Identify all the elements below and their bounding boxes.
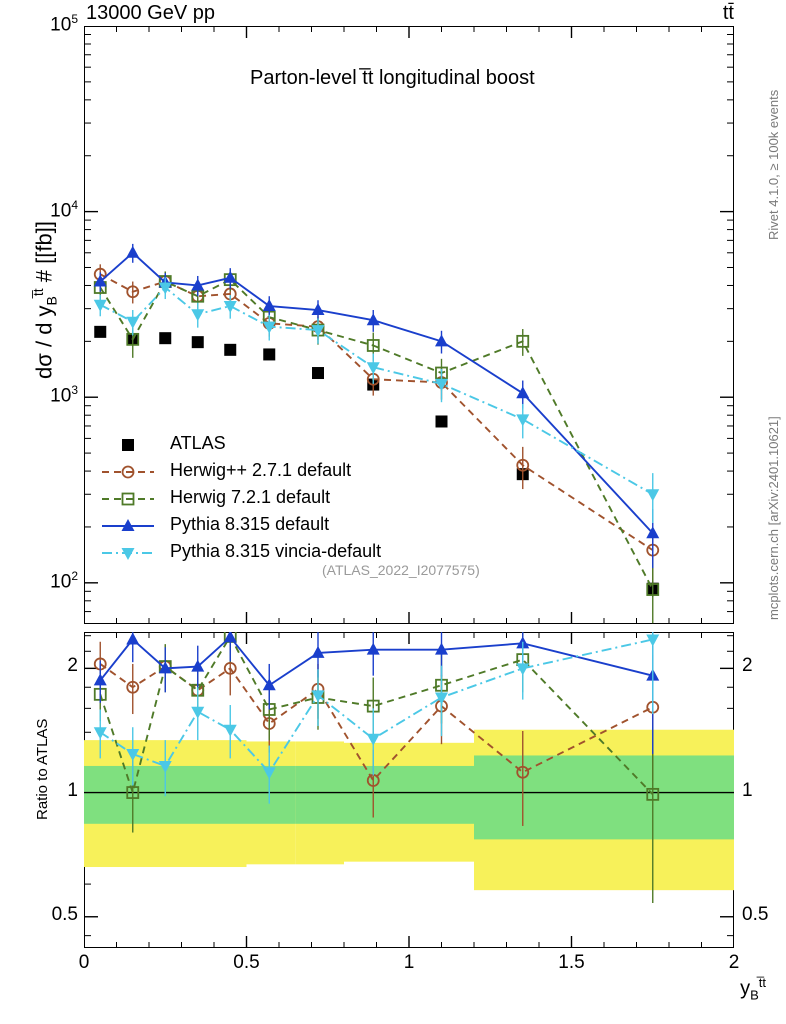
header-left-label: 13000 GeV pp	[86, 2, 215, 24]
series-marker-3	[126, 246, 139, 258]
legend-label: Pythia 8.315 default	[170, 514, 330, 534]
header-right-label: tt̄	[722, 2, 734, 24]
ratio-green-band	[295, 766, 344, 824]
series-marker-0	[224, 344, 236, 356]
y-tick-label: $10^4$	[50, 197, 78, 221]
x-tick-label: 1	[403, 952, 415, 973]
series-marker-0	[159, 332, 171, 344]
series-marker-0	[312, 367, 324, 379]
legend-symbol	[100, 514, 156, 538]
legend-label: Herwig++ 2.7.1 default	[170, 460, 352, 480]
series-marker-4	[94, 300, 107, 312]
ratio-marker-2	[126, 632, 139, 644]
x-tick-label: 1.5	[558, 952, 585, 973]
chart-page: 13000 GeV pp tt̄ dσ / d $y_B^{t̅t}$ # [[fb]] Ratio to ATLAS $y_B^{t̅t}$ Parton-level t̅t longitudinal boost (ATLAS_2022_I2077575) Rivet 4.1.0, ≥ 100k events mcplots.cern.ch [arXiv:2401.10621] ATLAS Herwig++ 2.7.1 default Herwig 7.2.1 default Pythia 8.315 default Pythia 8.315 vincia-default 0 0.5 1 1.5 2 $10^2$ $10^3$ $10^4$ $10^5$ 0.5 0.5 1 1 2 2	[30, 2, 781, 1003]
legend-label: Pythia 8.315 vincia-default	[170, 541, 382, 561]
legend	[100, 432, 430, 567]
side-label-bottom: mcplots.cern.ch [arXiv:2401.10621]	[766, 416, 781, 620]
ratio-y-tick-label-left: 1	[67, 779, 78, 801]
series-marker-0	[94, 326, 106, 338]
ratio-green-band	[214, 766, 247, 824]
ratio-marker-3	[191, 707, 204, 719]
x-tick-label: 0	[78, 952, 90, 973]
legend-item	[100, 540, 430, 567]
ratio-y-tick-label-left: 0.5	[51, 903, 78, 925]
series-marker-4	[516, 414, 529, 426]
ratio-y-tick-label-left: 2	[67, 655, 78, 677]
ratio-green-band	[182, 766, 215, 824]
legend-symbol	[100, 433, 156, 457]
series-marker-4	[191, 309, 204, 321]
y-tick-label: $10^3$	[50, 383, 78, 407]
y-tick-label: $10^2$	[50, 568, 78, 593]
series-marker-4	[159, 283, 172, 295]
series-marker-0	[192, 336, 204, 348]
series-marker-4	[646, 489, 659, 501]
ratio-plot-canvas	[84, 632, 734, 948]
series-marker-3	[224, 271, 237, 283]
legend-symbol	[100, 460, 156, 484]
legend-label: ATLAS	[170, 433, 226, 453]
x-axis-label: $y_B^{t̅t}$	[740, 975, 766, 1003]
y-axis-ratio-label: Ratio to ATLAS	[34, 718, 51, 820]
ratio-marker-2	[367, 643, 380, 655]
ratio-marker-2	[224, 632, 237, 642]
legend-item	[100, 432, 430, 459]
legend-symbol	[100, 541, 156, 565]
legend-item	[100, 513, 430, 540]
ratio-marker-3	[94, 727, 107, 739]
ratio-green-band	[344, 766, 409, 824]
series-marker-3	[263, 299, 276, 311]
legend-symbol	[100, 487, 156, 511]
ratio-y-tick-label-right: 2	[742, 655, 753, 677]
series-marker-4	[126, 317, 139, 329]
legend-label: Herwig 7.2.1 default	[170, 487, 331, 507]
series-marker-0	[263, 348, 275, 360]
y-tick-label: $10^5$	[50, 12, 78, 36]
series-marker-3	[516, 386, 529, 398]
legend-item	[100, 459, 430, 486]
plot-title: Parton-level t̅t longitudinal boost	[250, 67, 535, 89]
legend-item	[100, 486, 430, 513]
side-label-top: Rivet 4.1.0, ≥ 100k events	[766, 89, 781, 240]
ratio-series-line-2	[100, 637, 653, 685]
dataset-watermark: (ATLAS_2022_I2077575)	[322, 562, 480, 578]
ratio-y-tick-label-right: 1	[742, 779, 753, 801]
series-marker-0	[436, 415, 448, 427]
ratio-y-tick-label-right: 0.5	[742, 903, 769, 925]
ratio-green-band	[409, 766, 474, 824]
x-tick-label: 2	[728, 952, 740, 973]
ratio-green-band	[84, 766, 117, 824]
x-tick-label: 0.5	[233, 952, 260, 973]
